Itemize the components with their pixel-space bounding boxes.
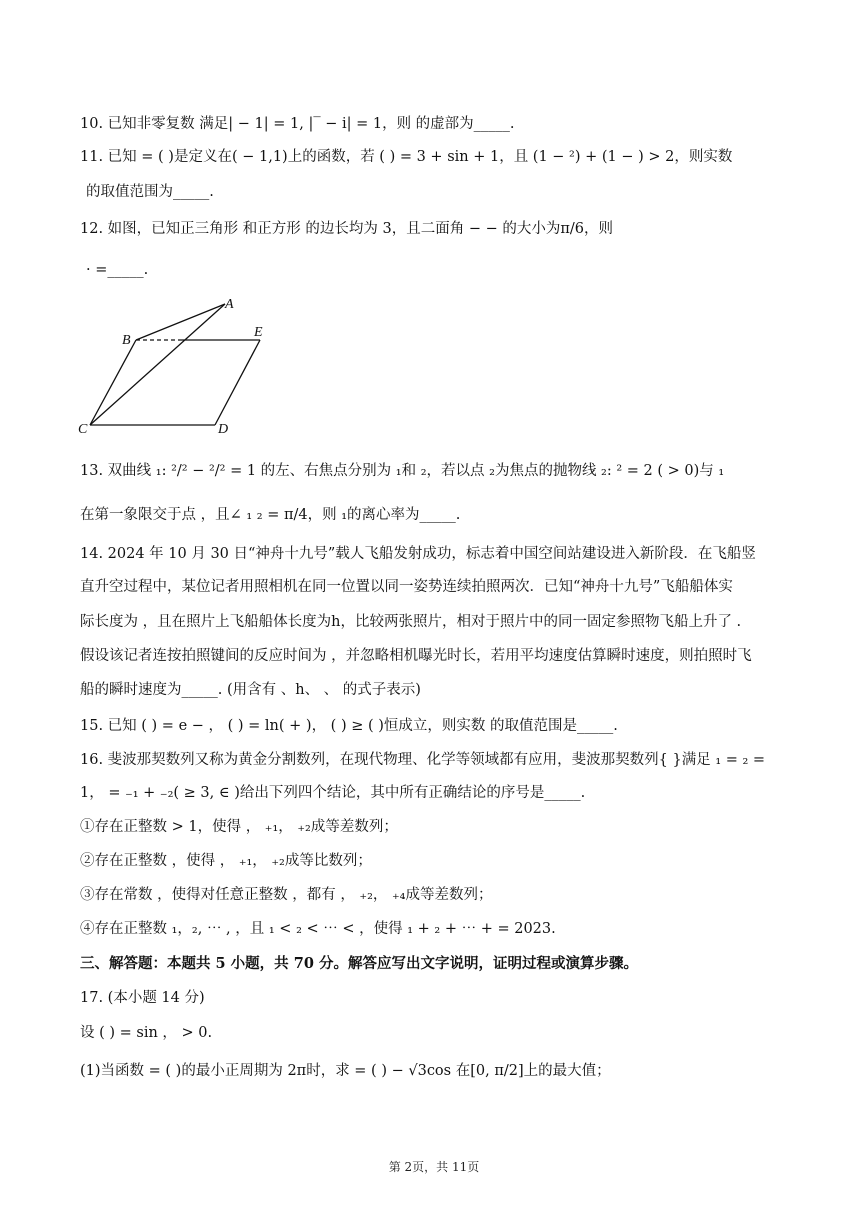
edge-BA [136, 304, 225, 340]
edge-CA [90, 304, 225, 425]
q14-line-4: 假设该记者连按拍照键间的反应时间为 ，并忽略相机曝光时长，若用平均速度估算瞬时速度，则拍照时飞 [80, 648, 752, 664]
q17-line-1: 设 ( ) = sin ， > 0. [80, 1025, 213, 1041]
edge-DE [215, 340, 260, 425]
q16-option-2: ②存在正整数 ，使得 ， ₊₁， ₊₂成等比数列； [80, 853, 372, 869]
label-E: E [254, 325, 263, 340]
q16-option-3: ③存在常数 ，使得对任意正整数 ，都有 ， ₊₂， ₊₄成等差数列； [80, 887, 493, 903]
q17-title: 17. (本小题 14 分) [80, 990, 205, 1006]
geometry-figure [70, 292, 280, 442]
label-C: C [78, 422, 88, 437]
q17-part-1: (1)当函数 = ( )的最小正周期为 2π时，求 = ( ) − √3cos 在[0, π/2]上的最大值； [80, 1063, 611, 1079]
q12-line-1: 12. 如图，已知正三角形 和正方形 的边长均为 3，且二面角 − − 的大小为π/6，则 [80, 221, 613, 237]
q13-line-2: 在第一象限交于点 ，且∠ ₁ ₂ = π/4，则 ₁的离心率为_____. [80, 507, 461, 523]
q16-option-1: ①存在正整数 > 1，使得 ， ₊₁， ₊₂成等差数列； [80, 819, 398, 835]
q14-line-5: 船的瞬时速度为_____. (用含有 、h、 、 的式子表示) [80, 682, 421, 698]
q16-line-1: 16. 斐波那契数列又称为黄金分割数列，在现代物理、化学等领域都有应用，斐波那契数列{ }满足 ₁ = ₂ = [80, 752, 766, 768]
q14-line-1: 14. 2024 年 10 月 30 日“神舟十九号”载人飞船发射成功，标志着中国空间站建设进入新阶段．在飞船竖 [80, 546, 756, 562]
q16-option-4: ④存在正整数 ₁，₂, ⋯ , ，且 ₁ < ₂ < ⋯ < ，使得 ₁ + ₂ + ⋯ + = 2023. [80, 921, 556, 937]
q13-line-1: 13. 双曲线 ₁: ²/² − ²/² = 1 的左、右焦点分别为 ₁和 ₂，若以点 ₂为焦点的抛物线 ₂: ² = 2 ( > 0)与 ₁ [80, 463, 725, 479]
q14-line-3: 际长度为 ，且在照片上飞船船体长度为h，比较两张照片，相对于照片中的同一固定参照物飞船上升了 . [80, 614, 742, 630]
label-D: D [218, 422, 229, 437]
page-footer: 第 2页，共 11页 [388, 1160, 480, 1174]
q10-line: 10. 已知非零复数 满足| − 1| = 1, |‾ − i| = 1，则 的虚部为_____. [80, 116, 515, 132]
q11-line-1: 11. 已知 = ( )是定义在( − 1,1)上的函数，若 ( ) = 3 + sin + 1，且 (1 − ²) + (1 − ) > 2，则实数 [80, 149, 733, 165]
q11-line-2: 的取值范围为_____. [86, 184, 214, 200]
edge-BC [90, 340, 136, 425]
label-A: A [225, 297, 234, 312]
q12-line-2: · =_____. [86, 262, 149, 278]
q16-line-2: 1， = ₋₁ + ₋₂( ≥ 3, ∈ )给出下列四个结论，其中所有正确结论的序号是_____. [80, 785, 586, 801]
q15-line: 15. 已知 ( ) = e − ， ( ) = ln( + )， ( ) ≥ ( )恒成立，则实数 的取值范围是_____. [80, 718, 618, 734]
section-heading: 三、解答题：本题共 5 小题，共 70 分。解答应写出文字说明，证明过程或演算步骤。 [80, 955, 638, 972]
label-B: B [122, 333, 131, 348]
q14-line-2: 直升空过程中，某位记者用照相机在同一位置以同一姿势连续拍照两次．已知“神舟十九号”飞船船体实 [80, 579, 733, 595]
